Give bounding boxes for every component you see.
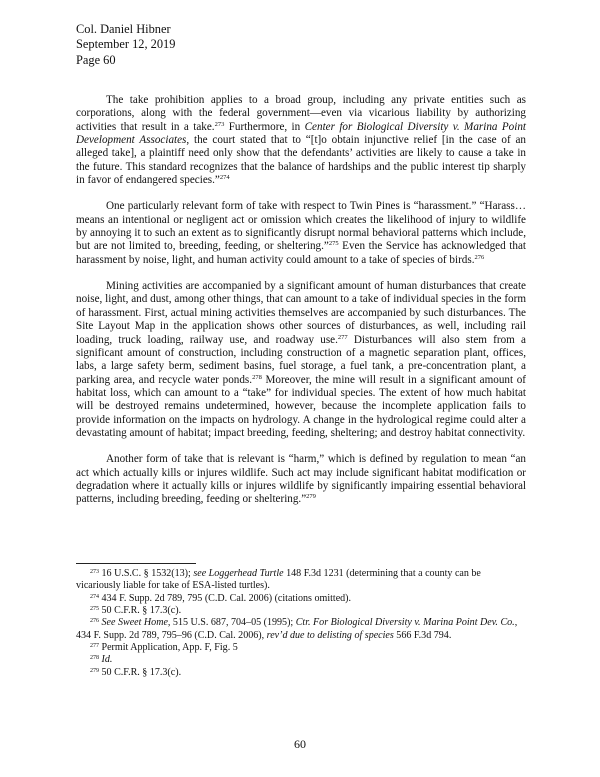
footnote-ref-276: 276	[474, 253, 485, 261]
text-run: 148 F.3d 1231 (determining that a county can be vicariously liable for take of ESA-listed turtles).	[76, 568, 481, 592]
footnote-ref-275: 275	[328, 240, 339, 248]
text-run: Permit Application, App. F, Fig. 5	[99, 642, 238, 654]
letter-header	[76, 22, 175, 68]
text-run: 434 F. Supp. 2d 789, 795 (C.D. Cal. 2006) (citations omitted).	[99, 592, 352, 604]
footnote-number: 273	[90, 569, 99, 575]
footnote-ref-274: 274	[219, 174, 230, 182]
case-name: See Sweet Home,	[101, 617, 171, 629]
footnote-274	[76, 593, 526, 605]
text-run: Mining activities are accompanied by a significant amount of human disturbances that create noise, light, and dust, among other things, that can amount to a take of individual species in the form of harassment. First, actual mining activities themselves are accompanied by such disturbances. The Site Layout Map in the application shows other sources of disturbances, as well, including rail loading, truck loading, railway use, and roadway use.	[76, 280, 526, 346]
footnote-number: 274	[90, 593, 99, 600]
footnote-278	[76, 654, 526, 666]
text-run: 50 C.F.R. § 17.3(c).	[99, 605, 182, 617]
body-text	[76, 94, 526, 520]
paragraph-harassment	[76, 200, 526, 267]
letter-date: September 12, 2019	[76, 37, 176, 52]
text-run: Furthermore, in	[224, 120, 305, 133]
id-citation: Id.	[101, 654, 113, 666]
text-run: One particularly relevant form of take with respect to Twin Pines is “harassment.” “Harass… means an intentional or negligent act or omission which creates the likelihood of injury to wildlife by annoying it to such an extent as to significantly disrupt normal behavioral patterns which include, but are not limited to, breeding, feeding, or sheltering.”	[76, 200, 526, 253]
recipient-name: Col. Daniel Hibner	[76, 22, 171, 36]
case-name: Ctr. For Biological Diversity v. Marina Point Dev. Co.	[295, 617, 515, 629]
footnote-number: 276	[90, 618, 99, 625]
footnote-divider	[76, 563, 196, 564]
text-run: , 434 F. Supp. 2d 789, 795–96 (C.D. Cal. 2006),	[76, 617, 518, 641]
text-run: 16 U.S.C. § 1532(13);	[99, 568, 194, 579]
footnote-number: 277	[90, 643, 99, 650]
paragraph-mining-activities	[76, 280, 526, 440]
text-run: 50 C.F.R. § 17.3(c).	[99, 666, 182, 678]
subsequent-history: rev’d due to delisting of species	[266, 629, 394, 641]
footnotes	[76, 568, 526, 679]
footnote-ref-277: 277	[337, 333, 348, 341]
text-run: 515 U.S. 687, 704–05 (1995);	[170, 617, 296, 629]
footnote-279	[76, 667, 526, 679]
footnote-number: 275	[90, 606, 99, 613]
header-page-label: Page 60	[76, 52, 116, 67]
footnote-number: 278	[90, 655, 99, 662]
text-run: Even the Service has acknowledged that harassment by noise, light, and human activity could amount to a take of species of birds.	[76, 240, 526, 266]
text-run: The take prohibition applies to a broad group, including any private entities such as corporations, along with the federal government—even via vicarious liability by authorizing activities that result in a take.	[76, 94, 526, 133]
text-run: Another form of take that is relevant is “harm,” which is defined by regulation to mean “an act which actually kills or injures wildlife. Such act may include significant habitat modification or degradation where it actually kills or injures wildlife by significantly impairing essential behavioral patterns, including breeding, feeding or sheltering.”	[76, 453, 526, 506]
text-run: 566 F.3d 794.	[393, 629, 452, 641]
footnote-number: 279	[90, 667, 99, 674]
text-run: Disturbances will also stem from a significant amount of construction, including construction of a magnetic separation plant, offices, labs, a large safety berm, sediment basins, fuel storage, a fuel tank, a pre-concentration plant, a parking area, and recycle water ponds.	[76, 333, 526, 386]
text-run: Moreover, the mine will result in a significant amount of habitat loss, which can amount to a “take” for individual species. The extent of how much habitat will be destroyed remains undetermined, however, because the incomplete application fails to provide information on the impacts on hydrology. A change in the hydrological regime could alter a devastating amount of habitat; impact breeding, feeding, sheltering; and destroy habitat connectivity.	[76, 373, 527, 439]
paragraph-take-prohibition	[76, 94, 526, 187]
footnote-273	[76, 568, 526, 593]
footnote-275	[76, 605, 526, 617]
case-name: Center for Biological Diversity v. Marina Point Development Associates	[76, 120, 526, 147]
footnote-ref-279: 279	[306, 493, 316, 501]
text-run: , the court stated that to “[t]o obtain injunctive relief [in the case of an alleged take], a plaintiff need only show that the defendants’ activities are likely to cause a take in the future. This standard recognizes that the balance of hardships and the public interest tip sharply in favor of endangered species.”	[76, 134, 527, 187]
footnote-276	[76, 617, 526, 642]
paragraph-harm	[76, 453, 526, 506]
footnote-277	[76, 642, 526, 654]
footnote-ref-273: 273	[214, 120, 225, 128]
page-number: 60	[294, 737, 306, 751]
footnote-ref-278: 278	[252, 373, 262, 381]
case-name: see Loggerhead Turtle	[193, 568, 284, 579]
